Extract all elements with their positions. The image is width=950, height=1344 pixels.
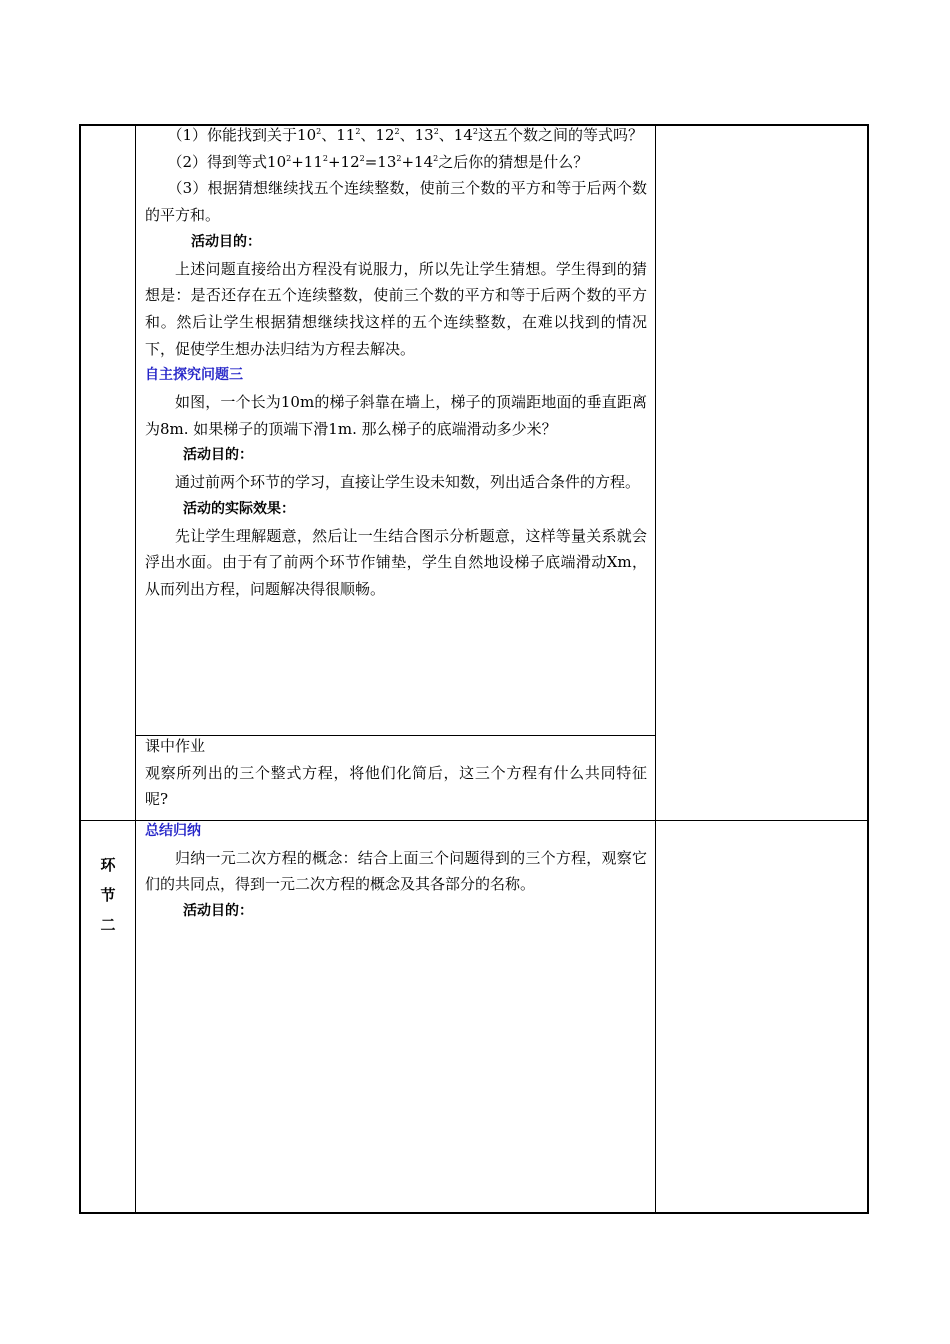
summary-text: 归纳一元二次方程的概念：结合上面三个问题得到的三个方程，观察它们的共同点，得到一元二次方程的概念及其各部分的名称。	[145, 848, 647, 894]
homework-content	[145, 733, 647, 813]
question-1: （1）你能找到关于$10^2$、$11^2$、$12^2$、$13^2$、$14^2$这五个数之间的等式吗？	[167, 126, 643, 144]
effect-label: 活动的实际效果：	[183, 500, 295, 517]
homework-title: 课中作业	[145, 737, 206, 755]
problem3-heading: 自主探究问题三	[145, 367, 243, 384]
purpose-label: 活动目的：	[191, 233, 261, 250]
summary-purpose-label: 活动目的：	[183, 903, 253, 920]
column-divider-left	[135, 124, 136, 1214]
homework-text: 观察所列出的三个整式方程，将他们化简后，这三个方程有什么共同特征呢?	[145, 763, 647, 809]
effect-text: 先让学生理解题意，然后让一生结合图示分析题意，这样等量关系就会浮出水面。由于有了前两个环节作铺垫，学生自然地设梯子底端滑动Xm，从而列出方程，问题解决得很顺畅。	[145, 526, 647, 598]
purpose2-label: 活动目的：	[183, 447, 253, 464]
side-label-char-2: 节	[100, 886, 116, 904]
problem3-text: 如图，一个长为10m的梯子斜靠在墙上，梯子的顶端距地面的垂直距离为8m. 如果梯子的顶端下滑1m. 那么梯子的底端滑动多少米？	[145, 393, 647, 438]
side-label-char-3: 二	[100, 916, 116, 934]
section2-content	[145, 818, 647, 925]
side-label-char-1: 环	[100, 856, 116, 874]
column-divider-right	[655, 124, 656, 1214]
purpose-text: 上述问题直接给出方程没有说服力，所以先让学生猜想。学生得到的猜想是：是否还存在五个连续整数，使前三个数的平方和等于后两个数的平方和。然后让学生根据猜想继续找这样的五个连续整数，在难以找到的情况下，促使学生想办法归结为方程去解决。	[145, 259, 647, 358]
purpose2-text: 通过前两个环节的学习，直接让学生设未知数，列出适合条件的方程。	[175, 473, 641, 492]
question-3: （3）根据猜想继续找五个连续整数，使前三个数的平方和等于后两个数的平方和。	[145, 179, 647, 225]
summary-heading: 总结归纳	[145, 823, 201, 839]
section1-content	[145, 122, 647, 603]
section2-side-label	[81, 850, 135, 940]
question-2: （2）得到等式$10^2+11^2+12^2=13^2+14^2$之后你的猜想是什么？	[167, 152, 589, 171]
